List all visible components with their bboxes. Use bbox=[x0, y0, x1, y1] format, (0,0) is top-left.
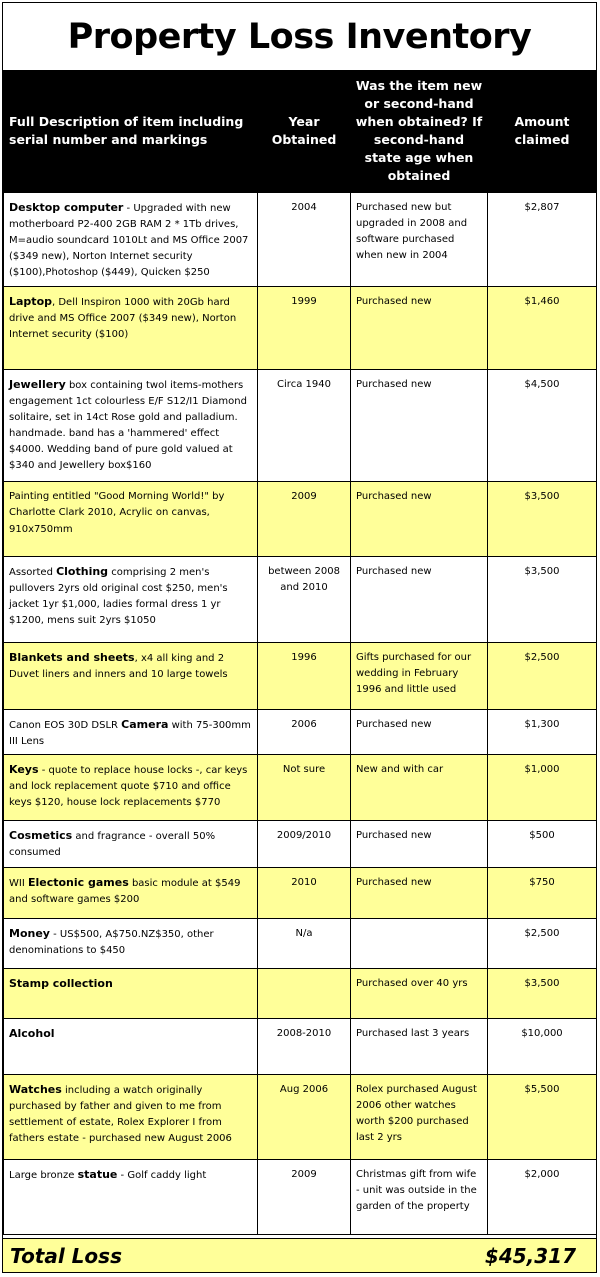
item-year: 2006 bbox=[258, 709, 351, 754]
item-description: Assorted Clothing comprising 2 men's pullovers 2yrs old original cost $250, men's jacket 1yr $1,000, ladies formal dress 1 yr $1200, mens suit 2yrs $1050 bbox=[4, 556, 258, 642]
header-description: Full Description of item including serial number and markings bbox=[4, 71, 258, 192]
item-year: N/a bbox=[258, 918, 351, 968]
total-loss-row bbox=[3, 1238, 596, 1272]
item-description: Keys - quote to replace house locks -, car keys and lock replacement quote $710 and office keys $120, house lock replacements $770 bbox=[4, 754, 258, 820]
item-year: Circa 1940 bbox=[258, 369, 351, 481]
table-row bbox=[4, 754, 597, 820]
item-year: 2008-2010 bbox=[258, 1018, 351, 1074]
item-amount: $2,807 bbox=[488, 192, 597, 286]
inventory-table bbox=[3, 71, 597, 1235]
item-condition bbox=[351, 918, 488, 968]
table-row bbox=[4, 820, 597, 867]
header-year: Year Obtained bbox=[258, 71, 351, 192]
item-condition: Purchased new bbox=[351, 286, 488, 369]
table-row bbox=[4, 481, 597, 556]
item-amount: $1,000 bbox=[488, 754, 597, 820]
table-row bbox=[4, 556, 597, 642]
page-title: Property Loss Inventory bbox=[3, 3, 596, 71]
item-description: Blankets and sheets, x4 all king and 2 Duvet liners and inners and 10 large towels bbox=[4, 642, 258, 709]
item-condition: Christmas gift from wife - unit was outside in the garden of the property bbox=[351, 1159, 488, 1234]
item-amount: $5,500 bbox=[488, 1074, 597, 1159]
table-row bbox=[4, 369, 597, 481]
item-description: Canon EOS 30D DSLR Camera with 75-300mm III Lens bbox=[4, 709, 258, 754]
total-label: Total Loss bbox=[10, 1243, 122, 1268]
item-year: 2009/2010 bbox=[258, 820, 351, 867]
table-row bbox=[4, 968, 597, 1018]
item-amount: $2,000 bbox=[488, 1159, 597, 1234]
item-year: between 2008 and 2010 bbox=[258, 556, 351, 642]
item-year: 2009 bbox=[258, 481, 351, 556]
item-year: 1999 bbox=[258, 286, 351, 369]
inventory-sheet bbox=[2, 2, 597, 1273]
item-description: Cosmetics and fragrance - overall 50% consumed bbox=[4, 820, 258, 867]
item-year: 1996 bbox=[258, 642, 351, 709]
item-description: Money - US$500, A$750.NZ$350, other denominations to $450 bbox=[4, 918, 258, 968]
item-description: Desktop computer - Upgraded with new motherboard P2-400 2GB RAM 2 * 1Tb drives, M=audio soundcard 1010Lt and MS Office 2007 ($349 new), Norton Internet security ($100),Photoshop ($449), Quicken $250 bbox=[4, 192, 258, 286]
item-year: 2010 bbox=[258, 867, 351, 918]
header-amount: Amount claimed bbox=[488, 71, 597, 192]
item-condition: Rolex purchased August 2006 other watches worth $200 purchased last 2 yrs bbox=[351, 1074, 488, 1159]
item-amount: $10,000 bbox=[488, 1018, 597, 1074]
item-year: 2004 bbox=[258, 192, 351, 286]
item-amount: $1,300 bbox=[488, 709, 597, 754]
table-row bbox=[4, 709, 597, 754]
header-condition: Was the item new or second-hand when obtained? If second-hand state age when obtained bbox=[351, 71, 488, 192]
item-amount: $2,500 bbox=[488, 642, 597, 709]
item-amount: $2,500 bbox=[488, 918, 597, 968]
item-condition: Purchased new bbox=[351, 867, 488, 918]
item-condition: Purchased new bbox=[351, 820, 488, 867]
item-year: Aug 2006 bbox=[258, 1074, 351, 1159]
item-description: Large bronze statue - Golf caddy light bbox=[4, 1159, 258, 1234]
item-condition: Gifts purchased for our wedding in February 1996 and little used bbox=[351, 642, 488, 709]
item-description: Jewellery box containing twol items-mothers engagement 1ct colourless E/F S12/I1 Diamond solitaire, set in 14ct Rose gold and palladium. handmade. band has a 'hammered' effect $4000. Wedding band of pure gold valued at $340 and Jewellery box$160 bbox=[4, 369, 258, 481]
total-value: $45,317 bbox=[484, 1243, 576, 1268]
table-row bbox=[4, 192, 597, 286]
item-condition: Purchased new bbox=[351, 369, 488, 481]
item-amount: $4,500 bbox=[488, 369, 597, 481]
item-condition: Purchased new bbox=[351, 709, 488, 754]
item-description: WII Electonic games basic module at $549 and software games $200 bbox=[4, 867, 258, 918]
table-row bbox=[4, 286, 597, 369]
item-amount: $3,500 bbox=[488, 481, 597, 556]
table-row bbox=[4, 642, 597, 709]
table-header-row bbox=[4, 71, 597, 192]
item-description: Watches including a watch originally purchased by father and given to me from settlement of estate, Rolex Explorer I from fathers estate - purchased new August 2006 bbox=[4, 1074, 258, 1159]
item-amount: $3,500 bbox=[488, 556, 597, 642]
item-amount: $3,500 bbox=[488, 968, 597, 1018]
item-condition: Purchased new bbox=[351, 556, 488, 642]
item-amount: $500 bbox=[488, 820, 597, 867]
item-description: Laptop, Dell Inspiron 1000 with 20Gb hard drive and MS Office 2007 ($349 new), Norton Internet security ($100) bbox=[4, 286, 258, 369]
item-condition: Purchased over 40 yrs bbox=[351, 968, 488, 1018]
item-year bbox=[258, 968, 351, 1018]
table-row bbox=[4, 918, 597, 968]
table-row bbox=[4, 1159, 597, 1234]
table-row bbox=[4, 867, 597, 918]
item-condition: Purchased new bbox=[351, 481, 488, 556]
item-description: Alcohol bbox=[4, 1018, 258, 1074]
table-row bbox=[4, 1074, 597, 1159]
item-year: 2009 bbox=[258, 1159, 351, 1234]
item-amount: $1,460 bbox=[488, 286, 597, 369]
item-description: Stamp collection bbox=[4, 968, 258, 1018]
table-row bbox=[4, 1018, 597, 1074]
item-description: Painting entitled "Good Morning World!" by Charlotte Clark 2010, Acrylic on canvas, 910x750mm bbox=[4, 481, 258, 556]
item-year: Not sure bbox=[258, 754, 351, 820]
item-amount: $750 bbox=[488, 867, 597, 918]
item-condition: Purchased last 3 years bbox=[351, 1018, 488, 1074]
item-condition: New and with car bbox=[351, 754, 488, 820]
item-condition: Purchased new but upgraded in 2008 and software purchased when new in 2004 bbox=[351, 192, 488, 286]
